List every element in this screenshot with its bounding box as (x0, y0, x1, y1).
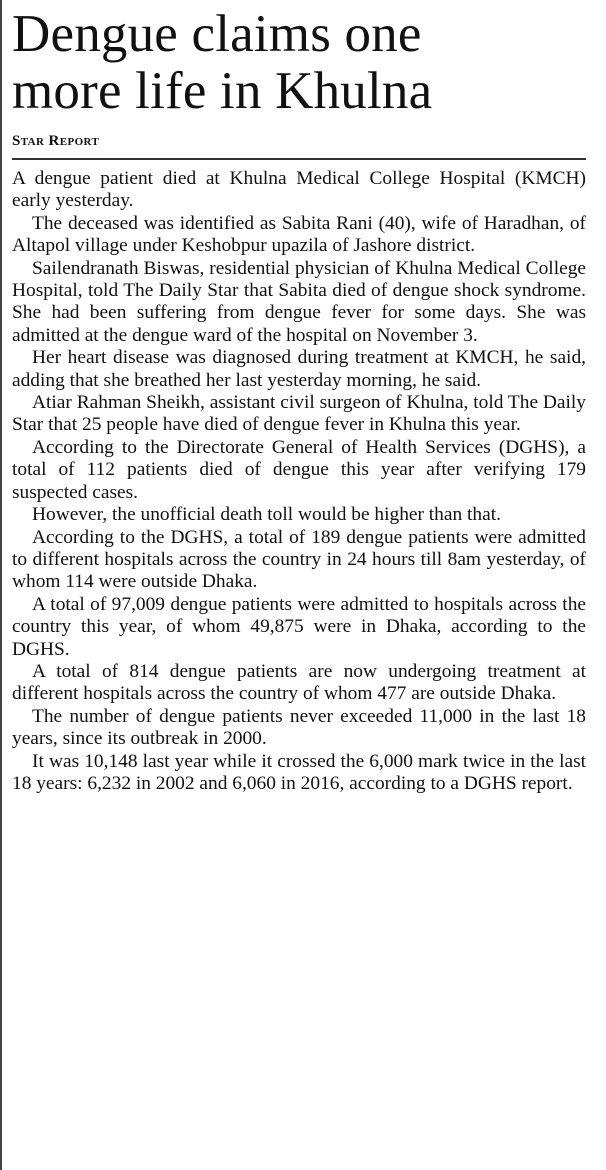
byline: Star Report (12, 133, 100, 149)
paragraph-4: Her heart disease was diagnosed during treatment at KMCH, he said, adding that she breathed her last yesterday morning, he said. (12, 347, 586, 391)
headline-line-2: more life in Khulna (12, 62, 433, 120)
paragraph-11: The number of dengue patients never exceeded 11,000 in the last 18 years, since its outbreak in 2000. (12, 705, 586, 750)
paragraph-10: A total of 814 dengue patients are now undergoing treatment at different hospitals across the country of whom 477 are outside Dhaka. (12, 660, 586, 705)
paragraph-9: A total of 97,009 dengue patients were admitted to hospitals across the country this year, of whom 49,875 were in Dhaka, according to the DGHS. (12, 593, 586, 660)
article-body (12, 168, 586, 795)
paragraph-5: Atiar Rahman Sheikh, assistant civil surgeon of Khulna, told The Daily Star that 25 people have died of dengue fever in Khulna this year. (12, 392, 586, 436)
paragraph-12: It was 10,148 last year while it crossed the 6,000 mark twice in the last 18 years: 6,232 in 2002 and 6,060 in 2016, according to a DGHS report. (12, 750, 586, 794)
paragraph-7: However, the unofficial death toll would be higher than that. (32, 504, 501, 526)
paragraph-8: According to the DGHS, a total of 189 dengue patients were admitted to different hospitals across the country in 24 hours till 8am yesterday, of whom 114 were outside Dhaka. (12, 526, 586, 593)
paragraph-3: Sailendranath Biswas, residential physician of Khulna Medical College Hospital, told The Daily Star that Sabita died of dengue shock syndrome. She had been suffering from dengue fever for some days. She was admitted at the dengue ward of the hospital on November 3. (12, 257, 586, 346)
headline-line-1: Dengue claims one (12, 5, 422, 63)
headline (12, 6, 586, 120)
paragraph-2: The deceased was identified as Sabita Rani (40), wife of Haradhan, of Altapol village under Keshobpur upazila of Jashore district. (12, 212, 586, 257)
paragraph-1: A dengue patient died at Khulna Medical College Hospital (KMCH) early yesterday. (12, 168, 586, 212)
news-article (12, 6, 586, 795)
column-left-rule (0, 0, 2, 1170)
byline-divider (12, 158, 586, 160)
paragraph-6: According to the Directorate General of Health Services (DGHS), a total of 112 patients died of dengue this year after verifying 179 suspected cases. (12, 436, 586, 503)
